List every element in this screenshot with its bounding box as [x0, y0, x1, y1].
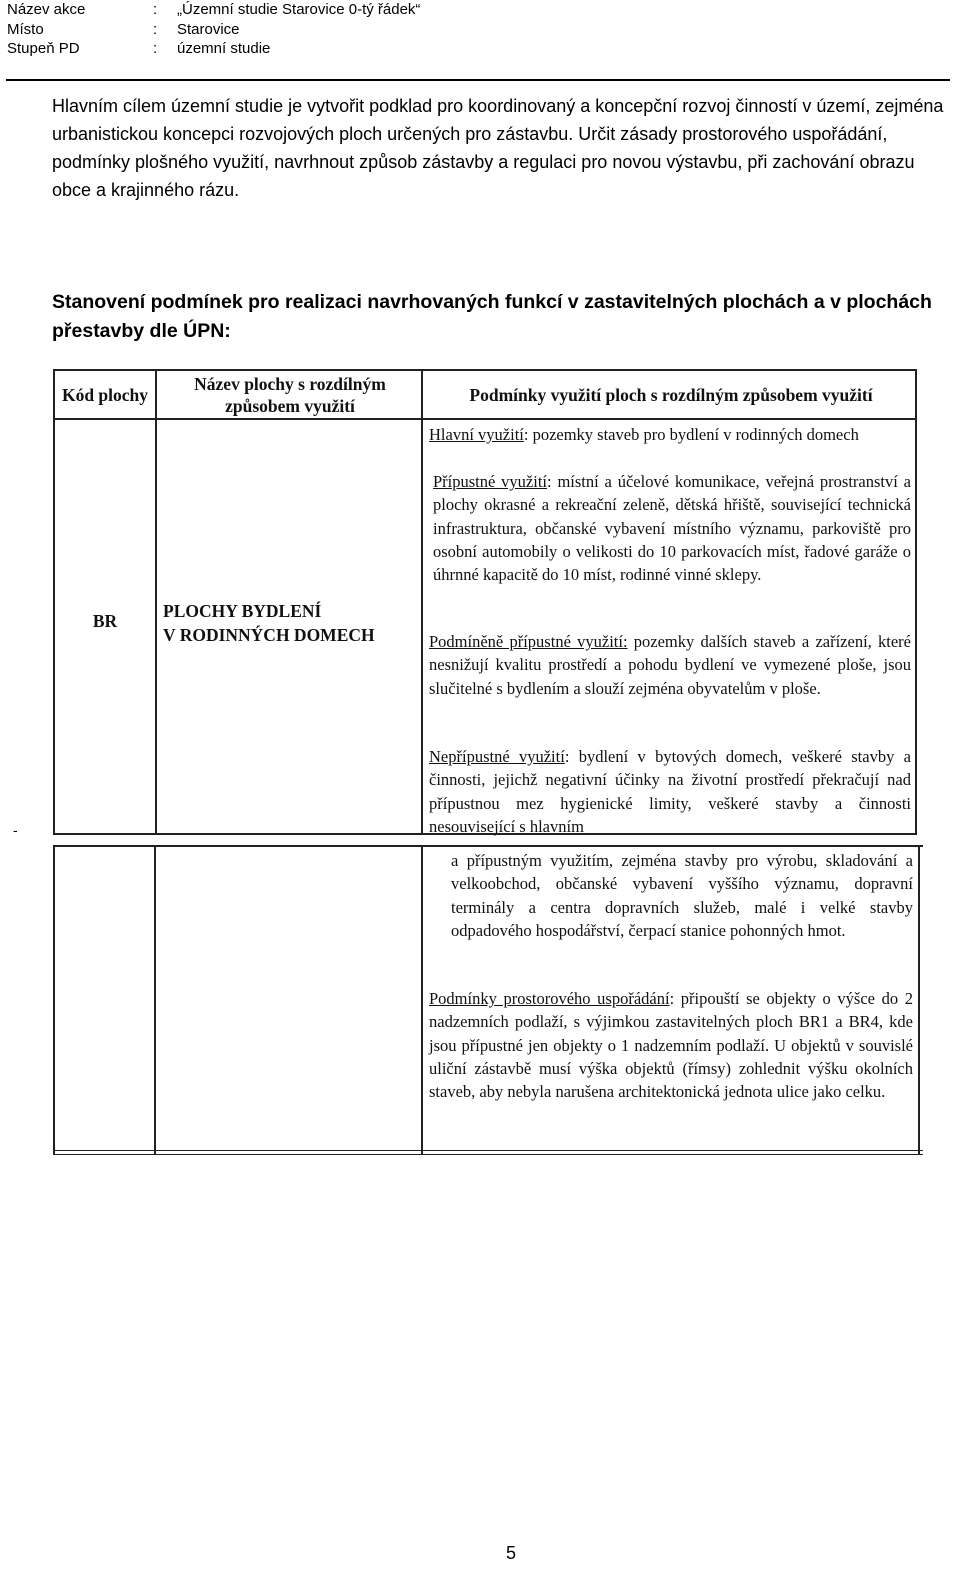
header-name: Název plochy s rozdílným způsobem využití — [194, 374, 386, 416]
forbidden-use — [429, 745, 911, 838]
page-number: 5 — [506, 1543, 517, 1563]
header-label: Stupeň PD — [7, 40, 80, 57]
header-separator: : — [153, 40, 158, 57]
main-use-text: : pozemky staveb pro bydlení v rodinných domech — [523, 425, 859, 444]
allowed-use-label: Přípustné využití — [433, 472, 548, 491]
table-column-divider — [421, 845, 423, 1155]
table-left-border — [53, 845, 55, 1155]
document-header — [7, 0, 420, 59]
header-separator: : — [153, 20, 158, 38]
header-value: územní studie — [177, 40, 271, 57]
table-right-border — [918, 845, 920, 1155]
table-header-divider — [55, 418, 915, 420]
table-bottom-border — [53, 1150, 923, 1155]
table-column-divider — [155, 371, 157, 833]
regulation-table-part-1 — [53, 369, 917, 835]
header-row-stage — [7, 39, 420, 59]
table-top-border — [53, 845, 923, 847]
spatial-conditions-label: Podmínky prostorového uspořádání — [429, 989, 670, 1008]
area-name — [163, 599, 413, 647]
table-column-divider — [154, 845, 156, 1155]
forbidden-use-continued: a přípustným využitím, zejména stavby pro výrobu, skladování a velkoobchod, občanské vybavení vyššího významu, dopravní terminály a centra dopravních služeb, malé i velké stavby odpadového hospodářství, čerpací stanice pohonných hmot. — [451, 851, 913, 940]
main-use — [429, 423, 911, 446]
table-column-divider — [421, 371, 423, 833]
area-code: BR — [92, 611, 118, 631]
area-name-line: V RODINNÝCH DOMECH — [163, 625, 375, 645]
header-separator: : — [153, 1, 158, 18]
page-dash: - — [13, 822, 18, 838]
area-name-line: PLOCHY BYDLENÍ — [163, 601, 322, 621]
header-row-project — [7, 0, 420, 20]
header-label: Název akce — [7, 1, 86, 18]
header-code: Kód plochy — [61, 385, 149, 405]
spatial-conditions — [429, 987, 913, 1103]
forbidden-use-label: Nepřípustné využití — [429, 747, 565, 766]
intro-paragraph: Hlavním cílem územní studie je vytvořit podklad pro koordinovaný a koncepční rozvoj činností v území, zejména urbanistickou koncepci rozvojových ploch určených pro zástavbu. Určit zásady prostorového uspořádání, podmínky plošného využití, navrhnout způsob zástavby a regulaci pro novou výstavbu, při zachování obrazu obce a krajinného rázu. — [52, 96, 944, 200]
header-conditions: Podmínky využití ploch s rozdílným způsobem využití — [469, 385, 873, 405]
header-row-place — [7, 20, 420, 40]
header-value: „Územní studie Starovice 0-tý řádek“ — [177, 1, 421, 18]
header-value: Starovice — [177, 20, 240, 38]
allowed-use — [433, 470, 911, 586]
conditional-use-text: pozemky dalších staveb a zařízení, které nesnižují kvalitu prostředí a pohodu bydlení ve vymezené ploše, jsou slučitelné s bydlením a slouží zejména obyvatelům v ploše. — [429, 632, 911, 698]
header-divider — [6, 79, 950, 81]
allowed-use-text: : místní a účelové komunikace, veřejná prostranství a plochy okrasné a rekreační zeleně, dětská hřiště, související technická infrastruktura, občanské vybavení místního významu, parkoviště pro osobní automobily o velikosti do 10 parkovacích míst, řadové garáže o úhrnné kapacitě do 10 míst, rodinné vinné sklepy. — [433, 472, 911, 585]
spatial-conditions-text: : připouští se objekty o výšce do 2 nadzemních podlaží, s výjimkou zastavitelných ploch BR1 a BR4, kde jsou přípustné jen objekty o 1 nadzemním podlaží. U objektů v souvislé uliční zástavbě musí výška objektů (římsy) zohlednit výšku okolních staveb, aby nebyla narušena architektonická jednota ulice jako celku. — [429, 989, 913, 1102]
main-use-label: Hlavní využití — [429, 425, 524, 444]
conditional-use-label: Podmíněně přípustné využití: — [429, 632, 628, 651]
section-title: Stanovení podmínek pro realizaci navrhovaných funkcí v zastavitelných plochách a v plochách přestavby dle ÚPN: — [52, 291, 932, 342]
regulation-table-part-2 — [53, 845, 923, 1155]
header-label: Místo — [7, 20, 44, 38]
conditional-use — [429, 630, 911, 700]
forbidden-use-text: : bydlení v bytových domech, veškeré stavby a činnosti, jejichž negativní účinky na životní prostředí překračují nad přípustnou mez hygienické limity, veškeré stavby a činnosti nesouvisející s hlavním — [429, 747, 911, 836]
